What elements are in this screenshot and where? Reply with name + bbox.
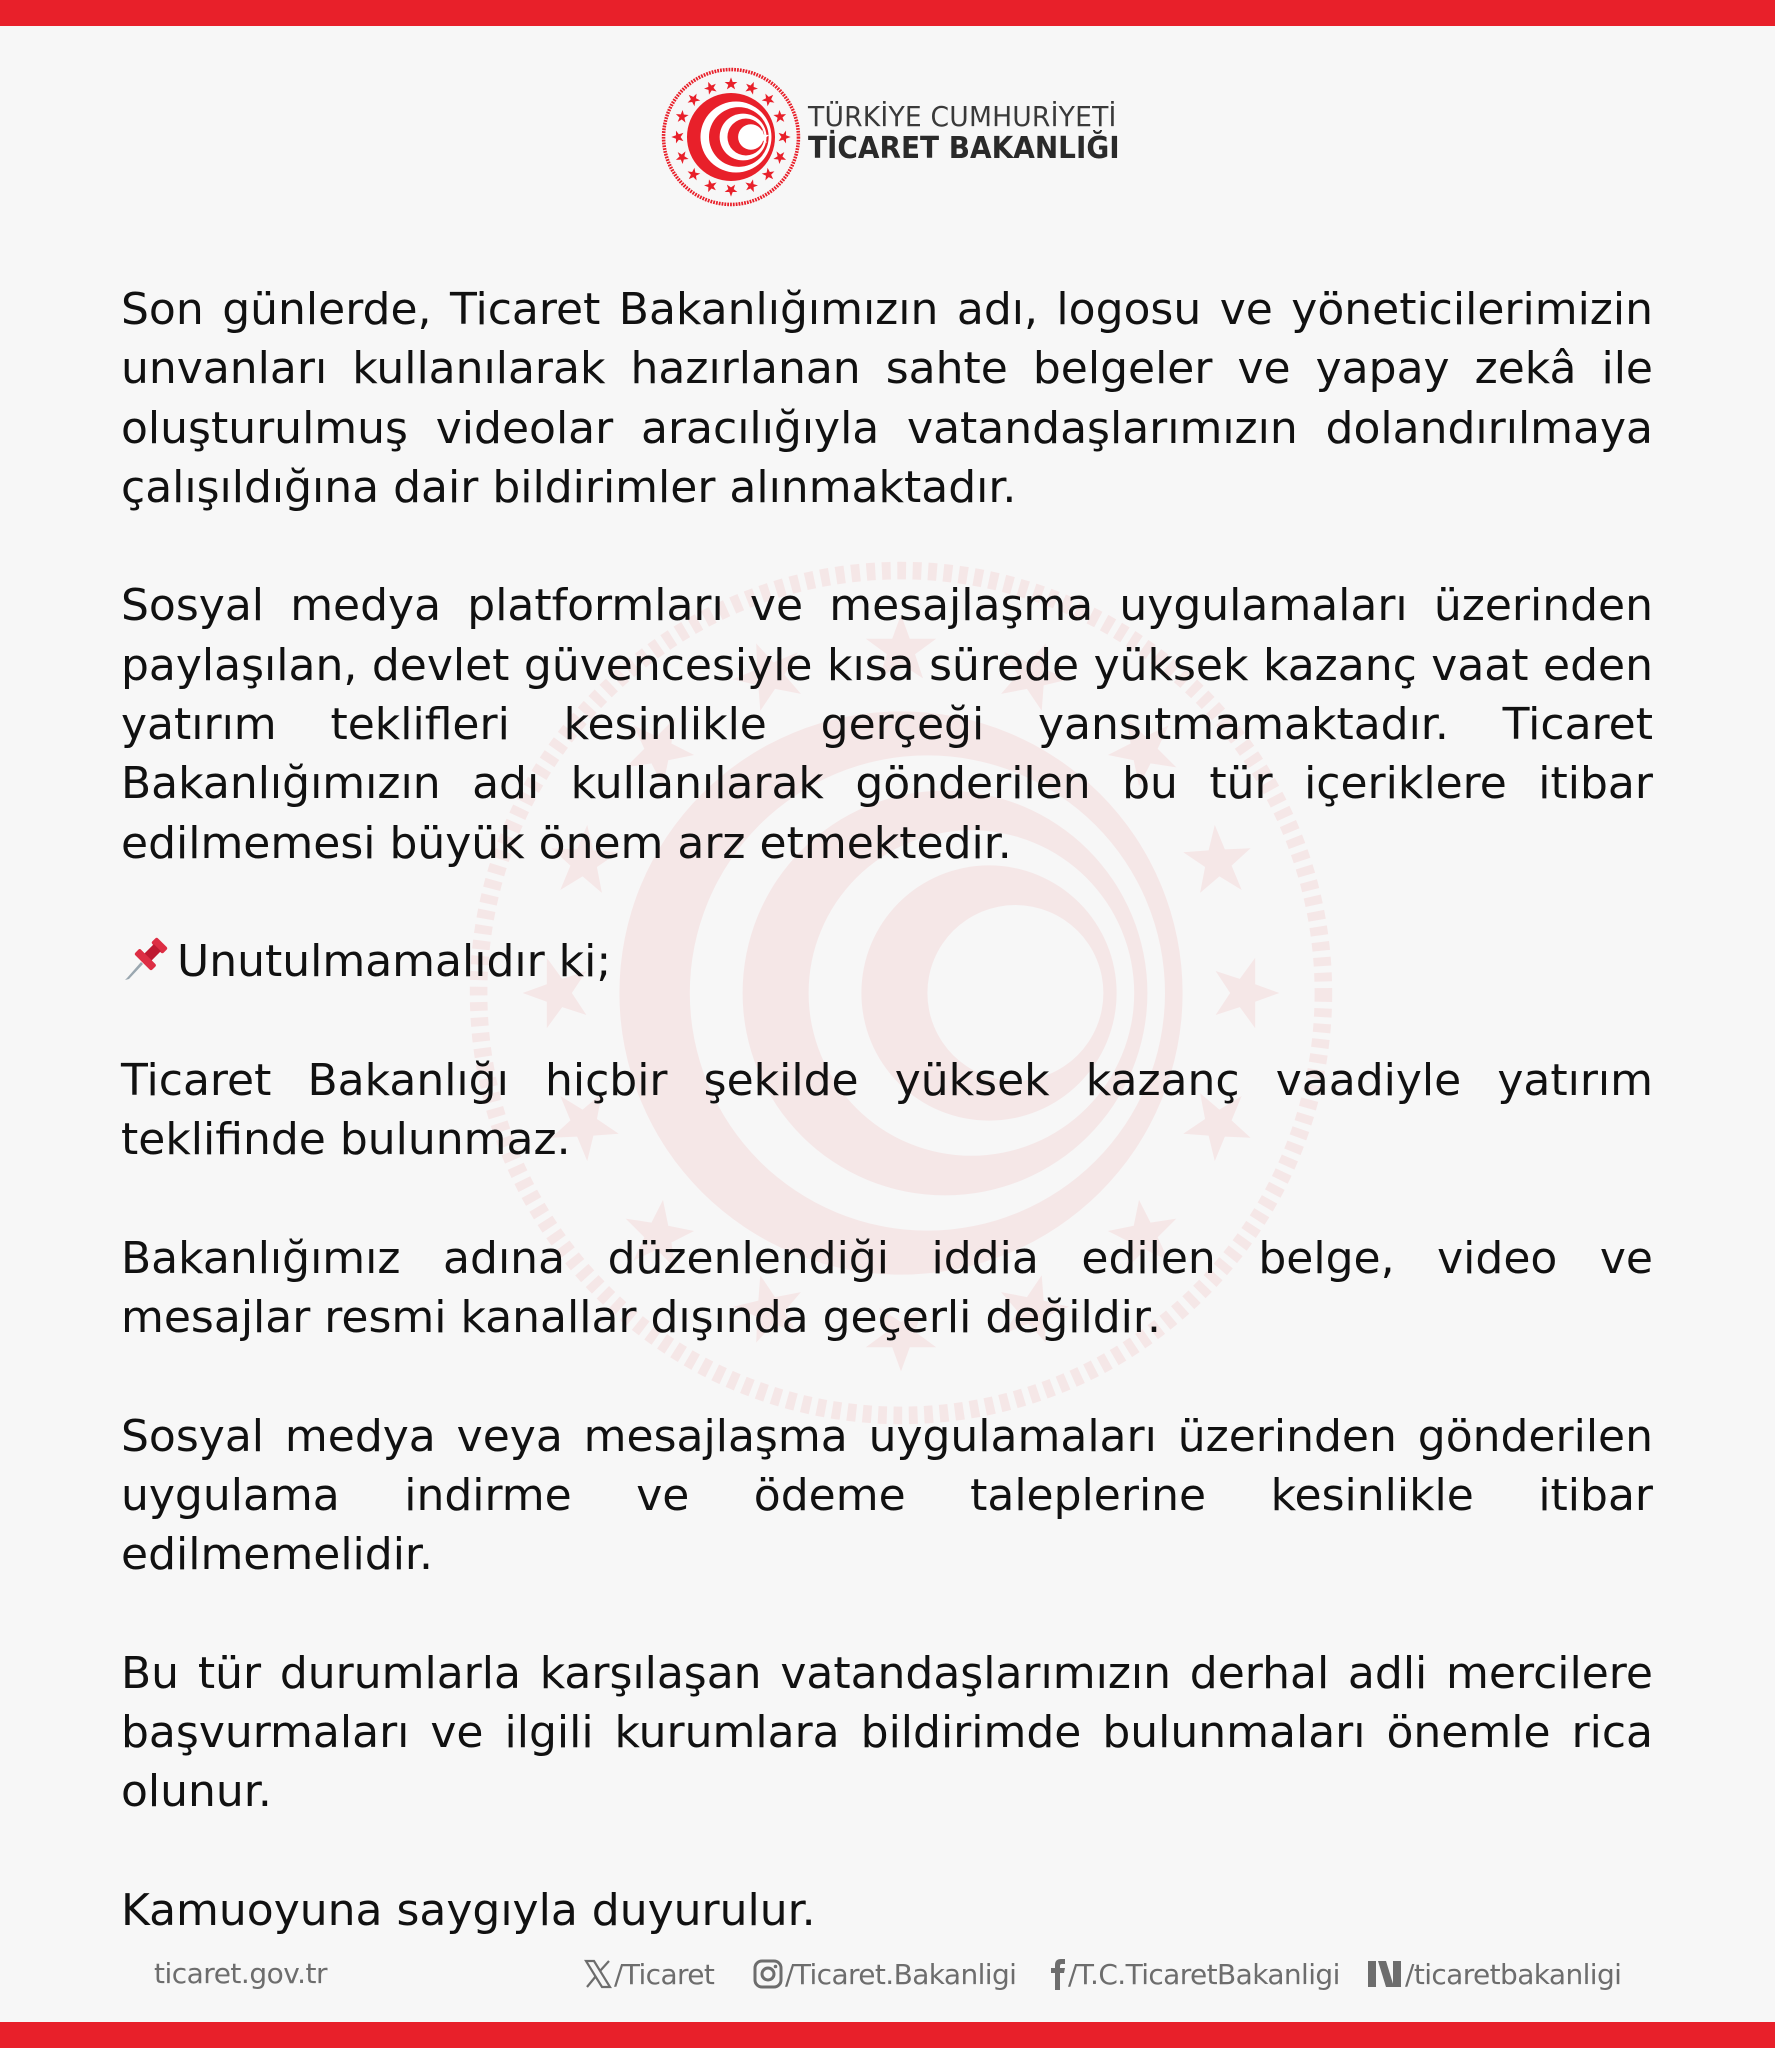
social-x-link[interactable] bbox=[584, 1952, 714, 1996]
paragraph-official-channels: Bakanlığımız adına düzenlendiği iddia edilen belge, video ve mesajlar resmi kanallar dışında geçerli değildir. bbox=[121, 1232, 1653, 1344]
facebook-icon bbox=[1050, 1958, 1066, 1990]
nsosyal-icon bbox=[1367, 1959, 1403, 1989]
announcement-body bbox=[121, 280, 1653, 2000]
paragraph-report-request: Bu tür durumlarla karşılaşan vatandaşlarımızın derhal adli mercilere başvurmaları ve ilgili kurumlara bildirimde bulunmaları önemle rica olunur. bbox=[121, 1647, 1653, 1818]
nsosyal-handle: /ticaretbakanligi bbox=[1405, 1957, 1622, 1991]
paragraph-intro: Son günlerde, Ticaret Bakanlığımızın adı, logosu ve yöneticilerimizin unvanları kullanılarak hazırlanan sahte belgeler ve yapay zekâ ile oluşturulmuş videolar aracılığıyla vatandaşlarımızın dolandırılmaya çalışıldığına dair bildirimler alınmaktadır. bbox=[121, 284, 1653, 513]
ministry-name bbox=[808, 102, 1143, 166]
x-handle: /Ticaret bbox=[614, 1957, 715, 1991]
paragraph-investment-warning: Sosyal medya platformları ve mesajlaşma uygulamaları üzerinden paylaşılan, devlet güvencesiyle kısa sürede yüksek kazanç vaat eden yatırım teklifleri kesinlikle gerçeği yansıtmamaktadır. Ticaret Bakanlığımızın adı kullanılarak gönderilen bu tür içeriklere itibar edilmemesi büyük önem arz etmektedir. bbox=[121, 580, 1653, 869]
footer bbox=[0, 1952, 1775, 1996]
reminder-heading-text: Unutulmamalıdır ki; bbox=[177, 936, 612, 988]
bottom-red-bar bbox=[0, 2022, 1775, 2048]
header-ministry-name: TİCARET BAKANLIĞI bbox=[808, 131, 1120, 166]
paragraph-closing: Kamuoyuna saygıyla duyurulur. bbox=[121, 1885, 816, 1937]
instagram-handle: /Ticaret.Bakanligi bbox=[785, 1957, 1017, 1991]
top-red-bar bbox=[0, 0, 1775, 26]
x-icon bbox=[584, 1959, 612, 1989]
social-instagram-link[interactable] bbox=[753, 1952, 1016, 1996]
pushpin-icon bbox=[121, 934, 171, 984]
paragraph-app-payment-requests: Sosyal medya veya mesajlaşma uygulamaları üzerinden gönderilen uygulama indirme ve ödeme taleplerine kesinlikle itibar edilmemelidir. bbox=[121, 1410, 1653, 1581]
website-link[interactable]: ticaret.gov.tr bbox=[154, 1957, 328, 1990]
facebook-handle: /T.C.TicaretBakanligi bbox=[1068, 1957, 1340, 1991]
reminder-heading bbox=[121, 932, 1653, 991]
social-facebook-link[interactable] bbox=[1050, 1952, 1340, 1996]
paragraph-no-investment-offers: Ticaret Bakanlığı hiçbir şekilde yüksek kazanç vaadiyle yatırım teklifinde bulunmaz. bbox=[121, 1054, 1653, 1166]
ministry-logo-icon bbox=[660, 66, 802, 208]
social-nsosyal-link[interactable] bbox=[1367, 1952, 1621, 1996]
instagram-icon bbox=[753, 1959, 783, 1989]
header-country-name: TÜRKİYE CUMHURİYETİ bbox=[808, 100, 1117, 133]
